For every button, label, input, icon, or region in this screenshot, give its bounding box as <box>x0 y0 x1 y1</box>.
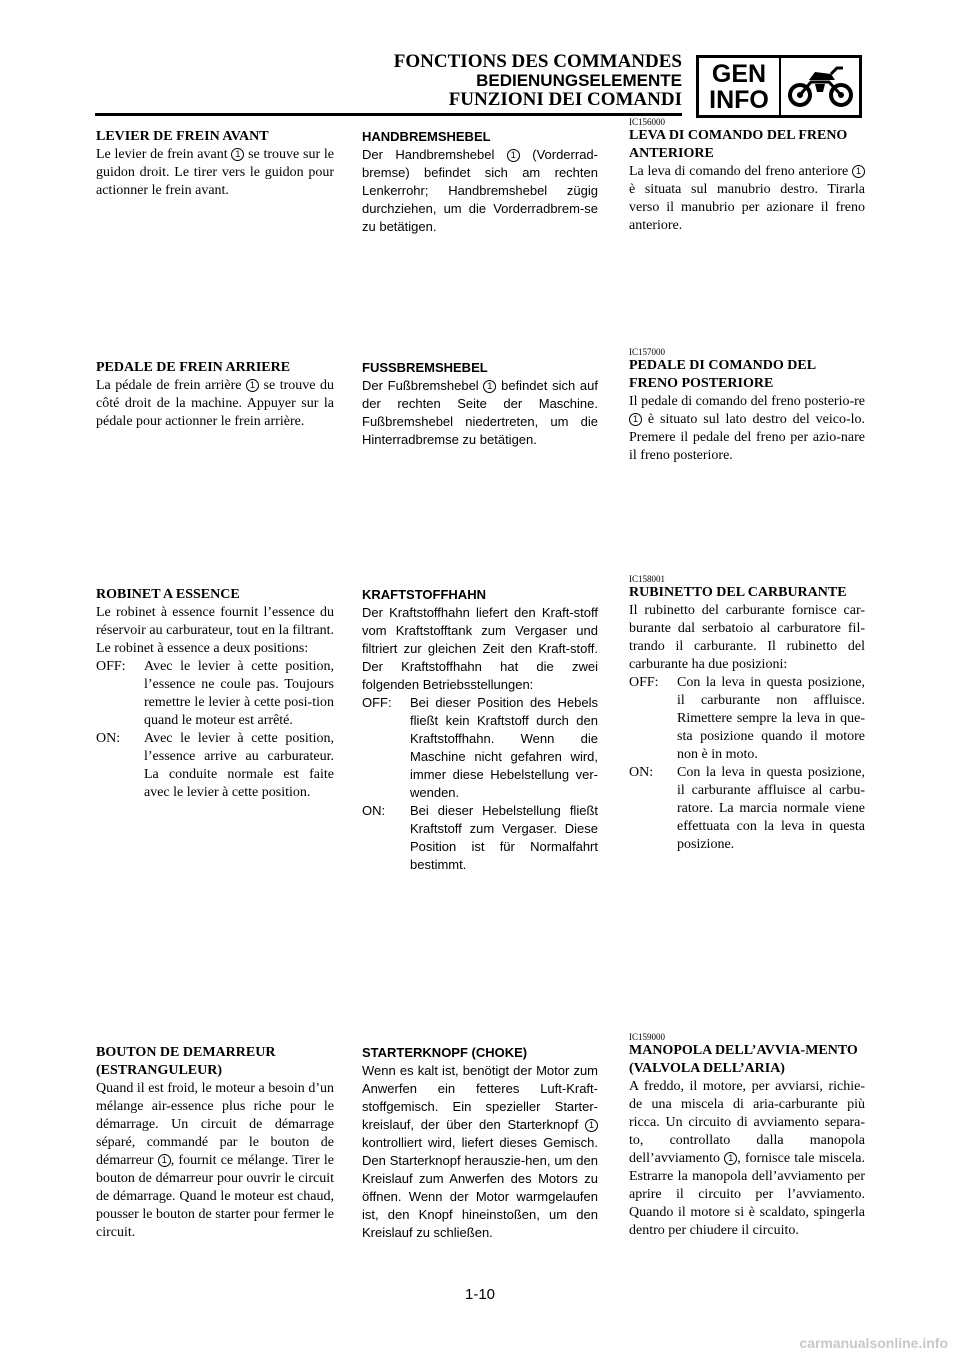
watermark: carmanualsonline.info <box>799 1335 948 1351</box>
option-text: Avec le levier à cette position, l’essence ne coule pas. Toujours remettre le levier à cette posi-tion quand le moteur est arrêté. <box>144 659 334 728</box>
section-body: Wenn es kalt ist, benötigt der Motor zum Anwerfen ein fetteres Luft-Kraft-stoffgemisch. Ein spezieller Starter-kreislauf, der über den Starterknopf 1 kontrolliert wird, liefert dieses Gemisch. Den Starterknopf herauszie-hen, um den Kreislauf zum Anwerfen des Motors zu öffnen. Wenn der Motor warmgelaufen ist, den Knopf hineinstoßen, um den Kreislauf zu schließen. <box>362 1063 598 1240</box>
section-rear-brake-de <box>362 359 598 449</box>
marker-1-icon: 1 <box>483 380 496 393</box>
gen-info-badge <box>696 55 862 118</box>
marker-1-icon: 1 <box>231 148 244 161</box>
section-body: Il rubinetto del carburante fornisce car-burante dal serbatoio al carburatore fil-trando il carburante. Il rubinetto del carburante ha due posizioni: <box>629 603 865 672</box>
option-label: OFF: <box>629 675 659 690</box>
section-title: LEVA DI COMANDO DEL FRENO ANTERIORE <box>629 128 848 161</box>
option-on <box>96 730 334 802</box>
section-title: FUSSBREMSHEBEL <box>362 360 488 375</box>
marker-1-icon: 1 <box>246 379 259 392</box>
option-on <box>362 802 598 874</box>
section-body: Le levier de frein avant 1 se trouve sur le guidon droit. Le tirer vers le guidon pour actionner le frein avant. <box>96 147 334 198</box>
section-body: Il pedale di comando del freno posterio-re 1 è situato sul lato destro del veico-lo. Premere il pedale del freno per azio-nare il freno posteriore. <box>629 394 865 463</box>
section-title: BOUTON DE DEMARREUR (ESTRANGULEUR) <box>96 1045 276 1078</box>
option-text: Avec le levier à cette position, l’essence arrive au carburateur. La conduite normale est faite avec le levier à cette position. <box>144 731 334 800</box>
page-number: 1-10 <box>464 1286 496 1303</box>
section-code: IC157000 <box>629 347 665 357</box>
option-label: OFF: <box>96 659 126 674</box>
section-title: ROBINET A ESSENCE <box>96 587 240 602</box>
section-fuel-cock-fr <box>96 586 334 802</box>
option-label: ON: <box>629 765 654 780</box>
motorcycle-icon <box>785 62 857 112</box>
section-body: Der Fußbremshebel 1 befindet sich auf der rechten Seite der Maschine. Fußbremshebel niedertreten, um die Hinterradbremse zu betätigen. <box>362 378 598 447</box>
marker-1-icon: 1 <box>629 413 642 426</box>
marker-1-icon: 1 <box>724 1152 737 1165</box>
header-title-it: FUNZIONI DEI COMANDI <box>448 89 682 110</box>
option-label: ON: <box>96 731 121 746</box>
header-rule <box>95 113 682 116</box>
section-front-brake-it <box>629 117 865 235</box>
section-fuel-cock-de <box>362 586 598 874</box>
option-text: Con la leva in questa posizione, il carburante non affluisce. Rimettere sempre la leva in que-sta posizione quando il motore non è in moto. <box>677 675 865 762</box>
option-text: Bei dieser Hebelstellung fließt Kraftstoff zum Vergaser. Diese Position ist für Normalfahrt bestimmt. <box>410 803 598 872</box>
option-off <box>362 694 598 802</box>
section-front-brake-de <box>362 128 598 236</box>
section-starter-knob-de <box>362 1044 598 1242</box>
section-fuel-cock-it <box>629 574 865 854</box>
section-starter-knob-fr <box>96 1044 334 1242</box>
header-titles <box>394 52 682 109</box>
option-off <box>96 658 334 730</box>
option-label: ON: <box>362 803 386 818</box>
marker-1-icon: 1 <box>852 165 865 178</box>
marker-1-icon: 1 <box>585 1119 598 1132</box>
header-title-de: BEDIENUNGSELEMENTE <box>476 71 682 90</box>
section-rear-brake-it <box>629 347 865 465</box>
section-starter-knob-it <box>629 1032 865 1240</box>
section-front-brake-fr <box>96 128 334 200</box>
section-body: A freddo, il motore, per avviarsi, richie-de una miscela di aria-carburante più ricca. Un circuito di avviamento separa-to, controllato dalla manopola dell’avviamento 1 , fornisce tale miscela. Estrarre la manopola dell’avviamento per aprire il circuito per l’avviamento. Quando il motore si è scaldato, spingerla dentro per chiudere il circuito. <box>629 1079 866 1238</box>
option-text: Bei dieser Position des Hebels fließt kein Kraftstoff durch den Kraftstoffhahn. Wenn die Maschine nicht gefahren wird, immer diese Hebelstellung ver-wenden. <box>410 695 598 800</box>
section-code: IC159000 <box>629 1032 665 1042</box>
section-title: PEDALE DI COMANDO DEL FRENO POSTERIORE <box>629 358 816 391</box>
option-off <box>629 674 865 764</box>
section-code: IC158001 <box>629 574 665 584</box>
section-body: Quand il est froid, le moteur a besoin d’un mélange air-essence plus riche pour le démarrage. Un circuit de démarrage séparé, commandé par le bouton de démarreur 1 , fournit ce mélange. Tirer le bouton de démarreur pour ouvrir le circuit de démarrage. Quand le moteur est chaud, pousser le bouton de starter pour fermer le circuit. <box>96 1081 334 1240</box>
section-title: STARTERKNOPF (CHOKE) <box>362 1045 528 1060</box>
header-title-fr: FONCTIONS DES COMMANDES <box>393 51 682 72</box>
section-title: LEVIER DE FREIN AVANT <box>96 129 269 144</box>
section-body: La leva di comando del freno anteriore 1 è situata sul manubrio destro. Tirarla verso il manubrio per azionare il freno anteriore. <box>629 164 865 233</box>
marker-1-icon: 1 <box>507 149 520 162</box>
section-code: IC156000 <box>629 117 665 127</box>
section-body: Le robinet à essence fournit l’essence du réservoir au carburateur, tout en la filtrant. Le robinet à essence a deux positions: <box>96 605 334 656</box>
section-body: La pédale de frein arrière 1 se trouve du côté droit de la machine. Appuyer sur la pédale pour actionner le frein arrière. <box>96 378 334 429</box>
section-body: Der Kraftstoffhahn liefert den Kraft-stoff vom Kraftstofftank zum Vergaser und filtriert zur gleichen Zeit den Kraft-stoff. Der Kraftstoffhahn hat die zwei folgenden Betriebsstellungen: <box>362 605 598 692</box>
section-title: RUBINETTO DEL CARBURANTE <box>629 585 847 600</box>
marker-1-icon: 1 <box>158 1154 171 1167</box>
gen-label: GEN <box>711 60 767 88</box>
option-text: Con la leva in questa posizione, il carburante affluisce al carbu-ratore. La marcia normale viene effettuata con la leva in questa posizione. <box>677 765 865 852</box>
section-rear-brake-fr <box>96 359 334 431</box>
section-body: Der Handbremshebel 1 (Vorderrad-bremse) befindet sich am rechten Lenkerrohr; Handbremshebel zügig durchziehen, um die Vorderradbrem-se zu betätigen. <box>362 147 598 234</box>
info-label: INFO <box>709 86 769 114</box>
section-title: KRAFTSTOFFHAHN <box>362 587 486 602</box>
section-title: MANOPOLA DELL’AVVIA-MENTO (VALVOLA DELL’ARIA) <box>629 1043 858 1076</box>
section-title: PEDALE DE FREIN ARRIERE <box>96 360 291 375</box>
option-on <box>629 764 865 854</box>
gen-info-label <box>699 58 781 115</box>
option-label: OFF: <box>362 695 392 710</box>
section-title: HANDBREMSHEBEL <box>362 129 491 144</box>
